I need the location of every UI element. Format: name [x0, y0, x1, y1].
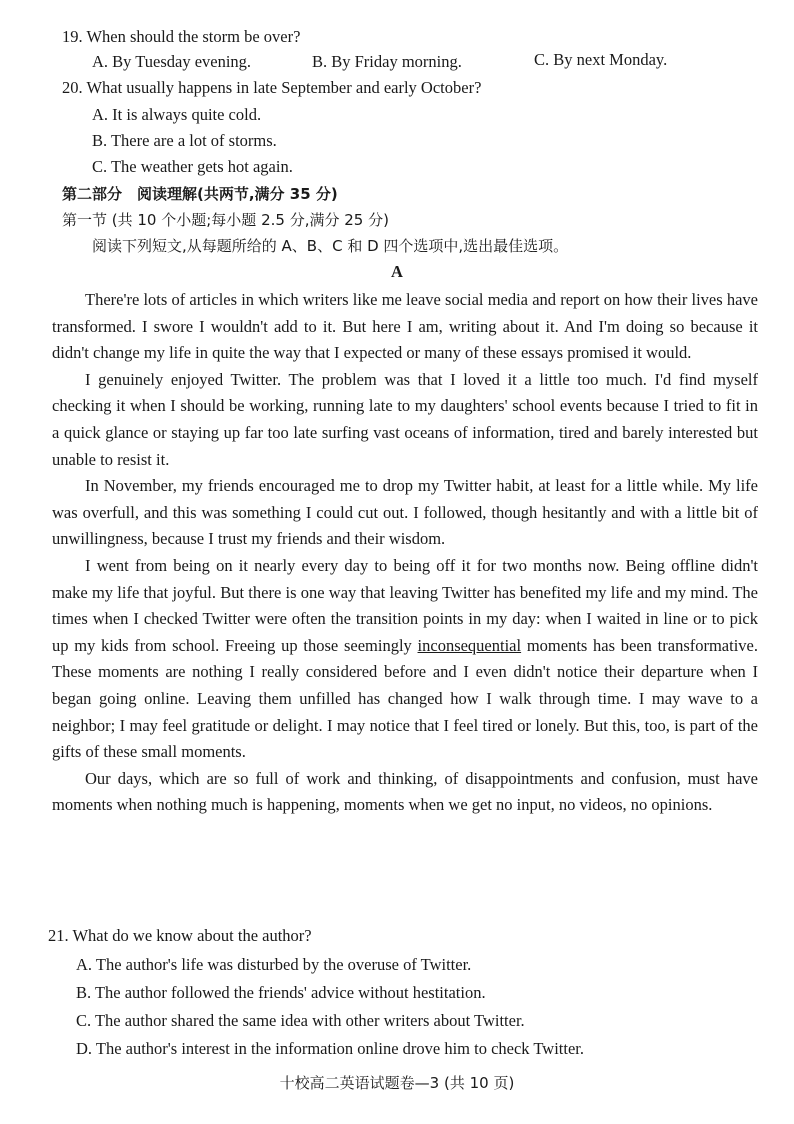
question-19-option-a: A. By Tuesday evening. [92, 52, 252, 71]
question-20-option-b: B. There are a lot of storms. [92, 131, 277, 150]
question-21-option-b: B. The author followed the friends' advice without hestitation. [76, 983, 486, 1002]
question-19-option-b: B. By Friday morning. [312, 52, 462, 71]
paragraph-3: In November, my friends encouraged me to drop my Twitter habit, at least for a little while. My life was overfull, and this was something I could cut out. I followed, though hesitantly and with a little bit of unwillingness, because I trust my friends and their wisdom. [52, 476, 758, 549]
question-21-option-d: D. The author's interest in the information online drove him to check Twitter. [76, 1039, 585, 1058]
question-19-option-c: C. By next Monday. [534, 50, 668, 69]
question-21-option-a: A. The author's life was disturbed by the overuse of Twitter. [76, 955, 472, 974]
reading-instruction: 阅读下列短文,从每题所给的 A、B、C 和 D 四个选项中,选出最佳选项。 [92, 237, 569, 255]
question-21-option-c: C. The author shared the same idea with other writers about Twitter. [76, 1011, 525, 1030]
paragraph-5: Our days, which are so full of work and thinking, of disappointments and confusion, must have moments when nothing much is happening, moments when we get no input, no videos, no opinions. [52, 768, 758, 815]
page-footer: 十校高二英语试题卷—3 (共 10 页) [279, 1074, 515, 1092]
question-20-stem: 20. What usually happens in late September and early October? [62, 78, 482, 97]
question-20-option-c: C. The weather gets hot again. [92, 157, 293, 176]
question-19-stem: 19. When should the storm be over? [62, 27, 301, 46]
underlined-word: inconsequential [417, 635, 522, 655]
passage-a [52, 287, 758, 819]
sub-section-title: 第一节 (共 10 个小题;每小题 2.5 分,满分 25 分) [62, 211, 389, 229]
question-21-stem: 21. What do we know about the author? [48, 926, 312, 945]
question-20-option-a: A. It is always quite cold. [92, 105, 262, 124]
paragraph-4-part-1: I went from being on it nearly every day to being off it for two months now. Being offline didn't make my life that joyful. But there is one way that leaving Twitter has benefited my life and my mind. The times when I checked Twitter were often the transition points in my day: when I waited in line or to pick up my kids from school. Freeing up those seemingly [52, 555, 758, 655]
paragraph-2: I genuinely enjoyed Twitter. The problem was that I loved it a little too much. I'd find myself checking it when I should be working, running late to my daughters' school events because I tried to fit in a quick glance or staying up far too late surfing vast oceans of information, tired and barely interested but unable to resist it. [52, 369, 758, 469]
paragraph-4-part-2: moments has been transformative. These moments are nothing I really considered before and I even didn't notice their departure when I began going online. Leaving them unfilled has changed how I walk through time. I may wave to a neighbor; I may feel gratitude or delight. I may notice that I feel tired or lonely. But this, too, is part of the gifts of these small moments. [52, 635, 759, 762]
paragraph-4 [52, 553, 758, 766]
part-title: 第二部分 阅读理解(共两节,满分 35 分) [62, 185, 338, 203]
passage-label: A [391, 262, 403, 281]
paragraph-1: There're lots of articles in which writers like me leave social media and report on how their lives have transformed. I swore I wouldn't add to it. But here I am, writing about it. And I'm doing so because it didn't change my life in quite the way that I expected or many of these essays promised it would. [52, 290, 758, 363]
